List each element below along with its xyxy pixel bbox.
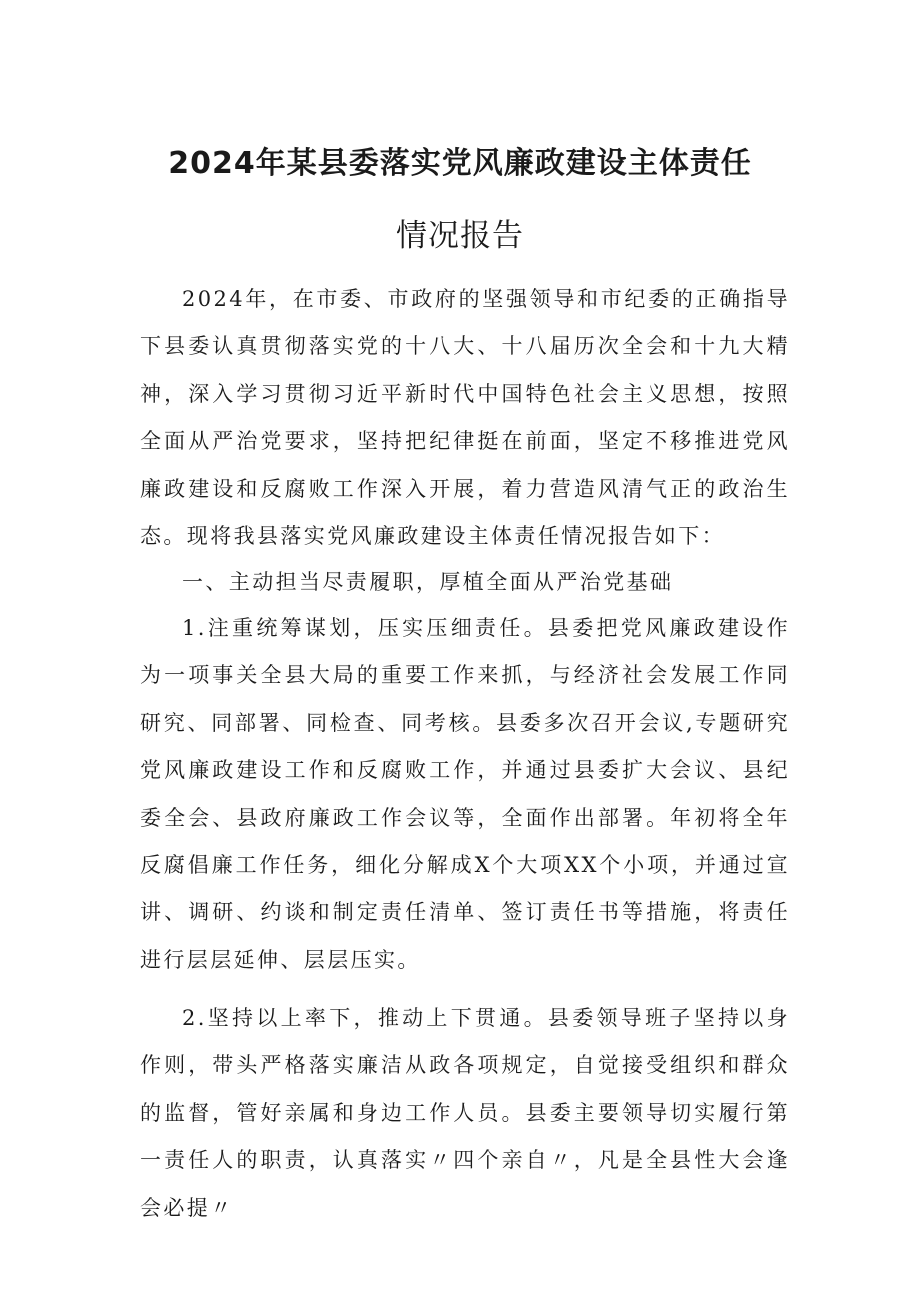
paragraph-intro: 2024年，在市委、市政府的坚强领导和市纪委的正确指导下县委认真贯彻落实党的十八大、十八届历次全会和十九大精神，深入学习贯彻习近平新时代中国特色社会主义思想，按照全面从严治党要求，坚持把纪律挺在前面，坚定不移推进党风廉政建设和反腐败工作深入开展，着力营造风清气正的政治生态。现将我县落实党风廉政建设主体责任情况报告如下：	[140, 287, 790, 549]
document-title-line2: 情况报告	[396, 218, 524, 254]
document-title-line1: 2024年某县委落实党风廉政建设主体责任	[168, 146, 752, 181]
paragraph-item-1: 1.注重统筹谋划，压实压细责任。县委把党风廉政建设作为一项事关全县大局的重要工作来抓，与经济社会发展工作同研究、同部署、同检查、同考核。县委多次召开会议,专题研究党风廉政建设工作和反腐败工作，并通过县委扩大会议、县纪委全会、县政府廉政工作会议等，全面作出部署。年初将全年反腐倡廉工作任务，细化分解成X个大项XX个小项，并通过宣讲、调研、约谈和制定责任清单、签订责任书等措施，将责任进行层层延伸、层层压实。	[140, 616, 790, 972]
paragraph-item-2: 2.坚持以上率下，推动上下贯通。县委领导班子坚持以身作则，带头严格落实廉洁从政各项规定，自觉接受组织和群众的监督，管好亲属和身边工作人员。县委主要领导切实履行第一责任人的职责，认真落实〃四个亲自〃，凡是全县性大会逢会必提〃	[140, 1006, 790, 1220]
section-heading-1: 一、主动担当尽责履职，厚植全面从严治党基础	[182, 570, 674, 594]
